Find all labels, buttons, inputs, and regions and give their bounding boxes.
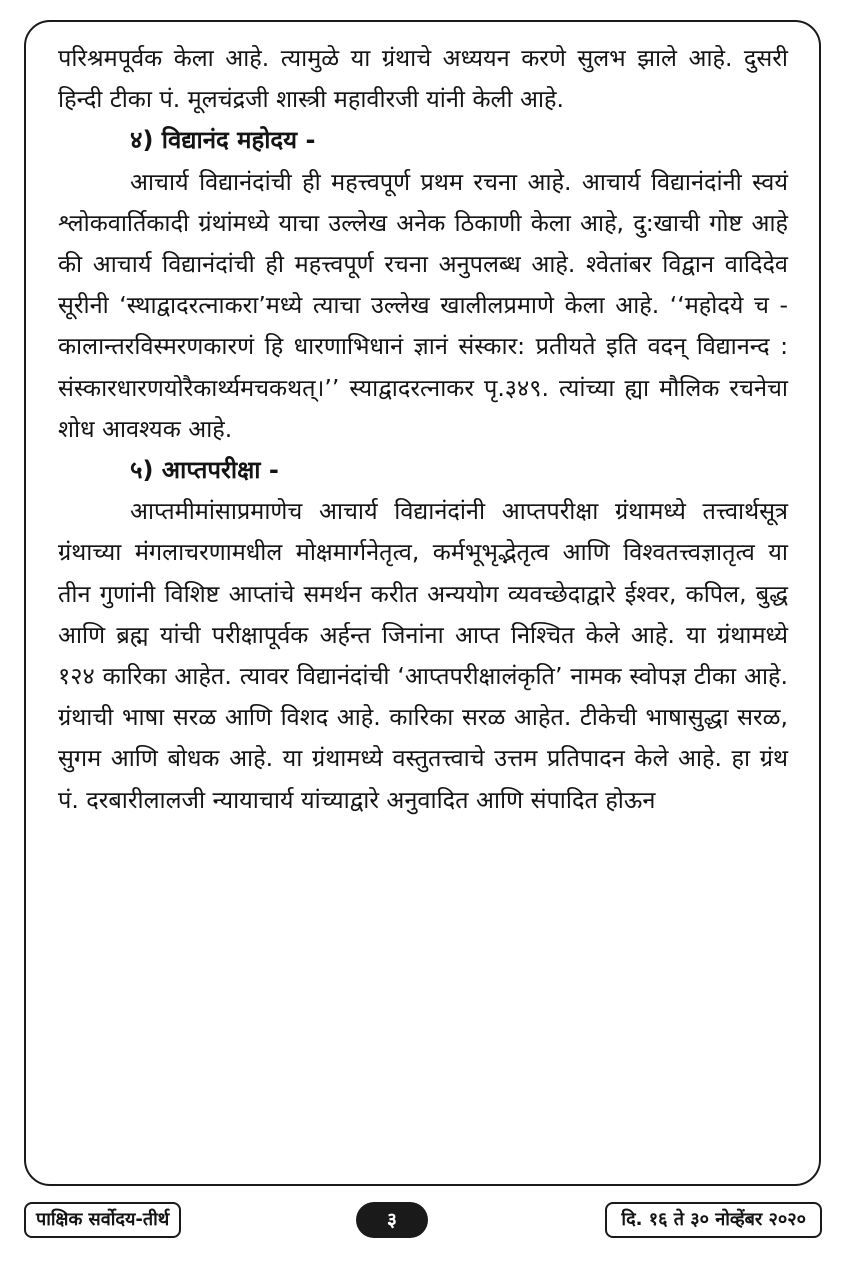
section-heading-vidyanand-mahoday: ४) विद्यानंद महोदय - <box>130 126 316 155</box>
intro-paragraph: परिश्रमपूर्वक केला आहे. त्यामुळे या ग्रंथाचे अध्ययन करणे सुलभ झाले आहे. दुसरी हिन्दी टीका पं. मूलचंद्रजी शास्त्री महावीरजी यांनी केली आहे. <box>58 44 788 114</box>
issue-date: दि. १६ ते ३० नोव्हेंबर २०२० <box>605 1202 822 1238</box>
page-number-badge: ३ <box>356 1202 428 1238</box>
section-paragraph-aaptapariksha: आप्तमीमांसाप्रमाणेच आचार्य विद्यानंदांनी आप्तपरीक्षा ग्रंथामध्ये तत्त्वार्थसूत्र ग्रंथाच्या मंगलाचरणामधील मोक्षमार्गनेतृत्व, कर्मभूभृद्भेतृत्व आणि विश्वतत्त्वज्ञातृत्व या तीन गुणांनी विशिष्ट आप्तांचे समर्थन करीत अन्ययोग व्यवच्छेदाद्वारे ईश्वर, कपिल, बुद्ध आणि ब्रह्म यांची परीक्षापूर्वक अर्हन्त जिनांना आप्त निश्चित केले आहे. या ग्रंथामध्ये १२४ कारिका आहेत. त्यावर विद्यानंदांची ‘आप्तपरीक्षालंकृति’ नामक स्वोपज्ञ टीका आहे. ग्रंथाची भाषा सरळ आणि विशद आहे. कारिका सरळ आहेत. टीकेची भाषासुद्धा सरळ, सुगम आणि बोधक आहे. या ग्रंथामध्ये वस्तुतत्त्वाचे उत्तम प्रतिपादन केले आहे. हा ग्रंथ पं. दरबारीलालजी न्यायाचार्य यांच्याद्वारे अनुवादित आणि संपादित होऊन <box>58 497 788 814</box>
publication-name: पाक्षिक सर्वोदय-तीर्थ <box>24 1202 181 1238</box>
section-heading-aaptapariksha: ५) आप्तपरीक्षा - <box>130 456 279 485</box>
article-body <box>58 38 788 821</box>
section-paragraph-vidyanand-mahoday: आचार्य विद्यानंदांची ही महत्त्वपूर्ण प्रथम रचना आहे. आचार्य विद्यानंदांनी स्वयं श्लोकवार्तिकादी ग्रंथांमध्ये याचा उल्लेख अनेक ठिकाणी केला आहे, दु:खाची गोष्ट आहे की आचार्य विद्यानंदांची ही महत्त्वपूर्ण रचना अनुपलब्ध आहे. श्वेतांबर विद्वान वादिदेव सूरीनी ‘स्थाद्वादरत्नाकरा’मध्ये त्याचा उल्लेख खालीलप्रमाणे केला आहे. ‘‘महोदये च - कालान्तरविस्मरणकारणं हि धारणाभिधानं ज्ञानं संस्कार: प्रतीयते इति वदन् विद्यानन्द : संस्कारधारणयोरैकार्थ्यमचकथत्।’’ स्याद्वादरत्नाकर पृ.३४९. त्यांच्या ह्या मौलिक रचनेचा शोध आवश्यक आहे. <box>58 167 788 443</box>
page-footer <box>0 1202 850 1238</box>
